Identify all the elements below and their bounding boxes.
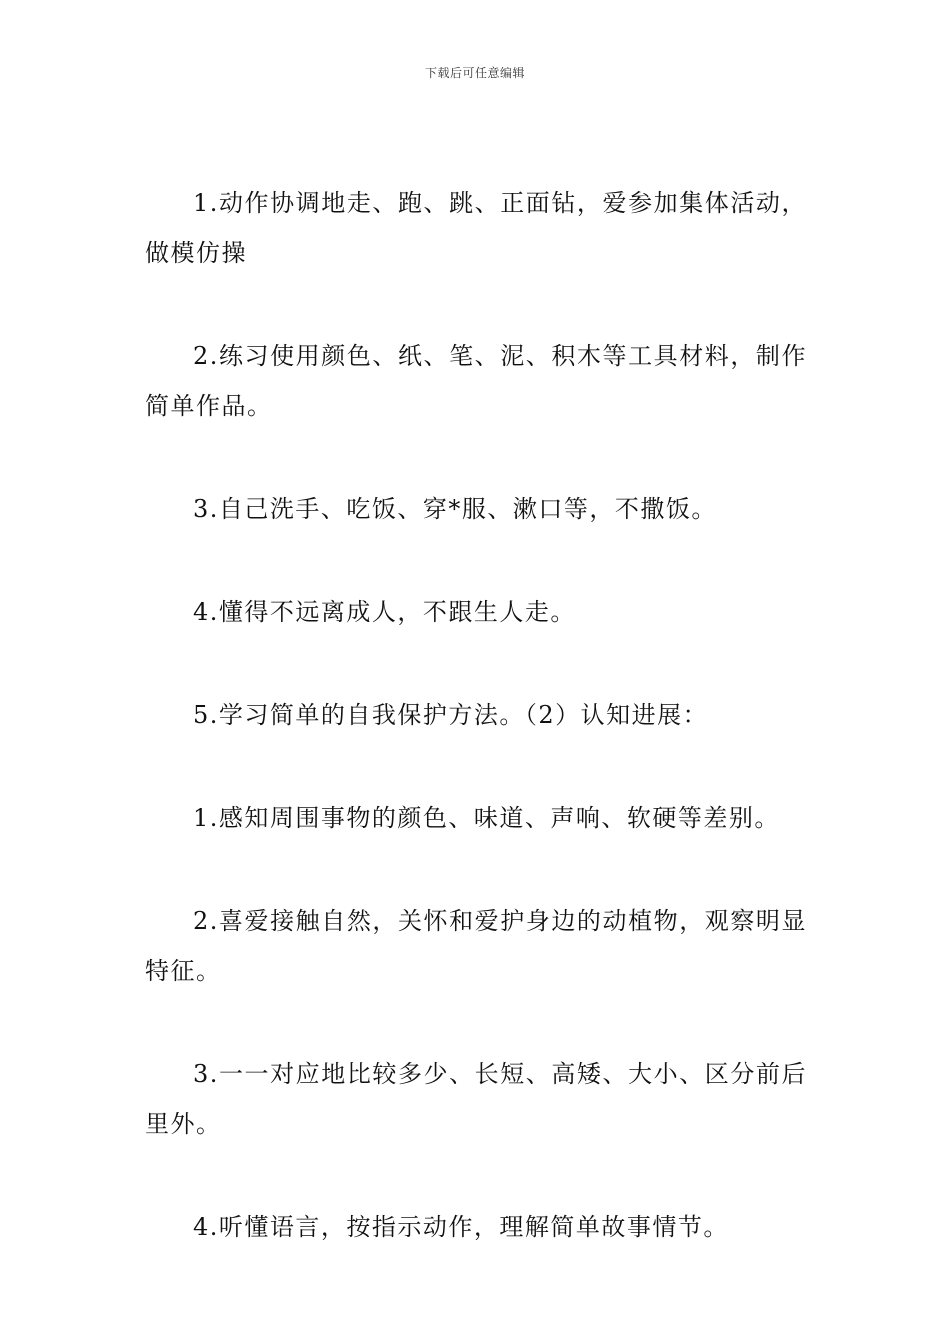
paragraph-8: 3.一一对应地比较多少、长短、高矮、大小、区分前后里外。 — [145, 1060, 807, 1138]
paragraph-2: 2.练习使用颜色、纸、笔、泥、积木等工具材料，制作简单作品。 — [145, 342, 807, 420]
paragraph-6: 1.感知周围事物的颜色、味道、声响、软硬等差别。 — [193, 804, 780, 832]
paragraph-7: 2.喜爱接触自然，关怀和爱护身边的动植物，观察明显特征。 — [145, 907, 807, 985]
paragraph-3: 3.自己洗手、吃饭、穿*服、漱口等，不撒饭。 — [193, 495, 717, 523]
header-note: 下载后可任意编辑 — [424, 66, 525, 80]
paragraph-5: 5.学习简单的自我保护方法。（2）认知进展： — [193, 701, 709, 729]
paragraph-9: 4.听懂语言，按指示动作，理解简单故事情节。 — [193, 1213, 729, 1241]
paragraph-1: 1.动作协调地走、跑、跳、正面钻，爱参加集体活动，做模仿操 — [145, 189, 807, 267]
paragraph-4: 4.懂得不远离成人，不跟生人走。 — [193, 598, 576, 626]
document-body — [145, 178, 807, 1305]
